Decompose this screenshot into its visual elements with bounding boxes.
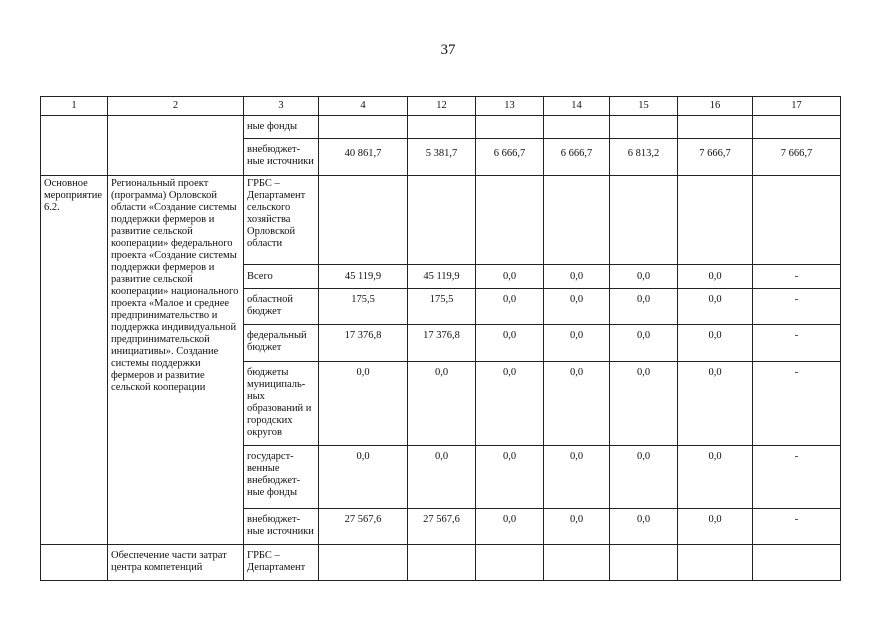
cell-value: 0,0 [544, 325, 610, 362]
cell-value: 0,0 [678, 509, 753, 545]
cell-value [753, 116, 841, 139]
cell-value: 0,0 [544, 446, 610, 509]
cell-funding-source: государст-венные внебюджет-ные фонды [244, 446, 319, 509]
cell-value: 0,0 [408, 446, 476, 509]
cell-value: 0,0 [476, 446, 544, 509]
cell-funding-source: бюджеты муниципаль-ных образований и городских округов [244, 362, 319, 446]
cell-value: 0,0 [610, 362, 678, 446]
column-header: 14 [544, 97, 610, 116]
cell-value: 45 119,9 [319, 265, 408, 289]
cell-funding-source: Всего [244, 265, 319, 289]
cell-value [610, 116, 678, 139]
column-header: 13 [476, 97, 544, 116]
cell-value [544, 176, 610, 265]
cell-value: 0,0 [319, 362, 408, 446]
header-row [41, 97, 841, 116]
cell-value: 0,0 [476, 325, 544, 362]
cell-value: 0,0 [476, 362, 544, 446]
table-row [41, 545, 841, 581]
column-header: 4 [319, 97, 408, 116]
cell-value [678, 176, 753, 265]
cell-value: 0,0 [544, 289, 610, 325]
cell-value: 0,0 [408, 362, 476, 446]
cell-value: 6 813,2 [610, 139, 678, 176]
cell-value: 0,0 [610, 446, 678, 509]
cell-value [319, 116, 408, 139]
column-header: 12 [408, 97, 476, 116]
cell-value: 5 381,7 [408, 139, 476, 176]
cell-value: 0,0 [678, 362, 753, 446]
cell-value [753, 176, 841, 265]
table-row [41, 116, 841, 139]
cell-value: 0,0 [678, 265, 753, 289]
cell-value: 0,0 [544, 362, 610, 446]
cell-value [610, 545, 678, 581]
cell-value: 7 666,7 [678, 139, 753, 176]
cell-activity-number [41, 116, 108, 176]
cell-value: 45 119,9 [408, 265, 476, 289]
cell-activity-number [41, 545, 108, 581]
budget-table [40, 96, 841, 581]
cell-value: 0,0 [476, 289, 544, 325]
cell-value: - [753, 265, 841, 289]
cell-value: - [753, 509, 841, 545]
column-header: 17 [753, 97, 841, 116]
cell-funding-source: ГРБС – Департамент [244, 545, 319, 581]
cell-value [753, 545, 841, 581]
cell-value [544, 545, 610, 581]
cell-value [319, 176, 408, 265]
cell-funding-source: ные фонды [244, 116, 319, 139]
page-number: 37 [440, 42, 456, 58]
cell-value [319, 545, 408, 581]
cell-value [408, 116, 476, 139]
column-header: 3 [244, 97, 319, 116]
cell-value: 0,0 [678, 446, 753, 509]
cell-value: 0,0 [610, 289, 678, 325]
cell-value: 0,0 [610, 509, 678, 545]
cell-value: - [753, 325, 841, 362]
cell-value: 27 567,6 [319, 509, 408, 545]
cell-value [678, 545, 753, 581]
cell-value: 0,0 [610, 265, 678, 289]
cell-value: 0,0 [610, 325, 678, 362]
cell-value [408, 545, 476, 581]
cell-value: 0,0 [544, 265, 610, 289]
cell-value: 175,5 [319, 289, 408, 325]
cell-value [476, 176, 544, 265]
cell-value: 0,0 [476, 509, 544, 545]
column-header: 1 [41, 97, 108, 116]
cell-value: 0,0 [319, 446, 408, 509]
cell-activity-name [108, 116, 244, 176]
cell-funding-source: областной бюджет [244, 289, 319, 325]
cell-value: 7 666,7 [753, 139, 841, 176]
cell-value: - [753, 289, 841, 325]
cell-value [678, 116, 753, 139]
cell-value [408, 176, 476, 265]
cell-value: 0,0 [678, 289, 753, 325]
cell-value: 17 376,8 [408, 325, 476, 362]
cell-value: 0,0 [476, 265, 544, 289]
cell-funding-source: внебюджет-ные источники [244, 139, 319, 176]
column-header: 2 [108, 97, 244, 116]
cell-value: 0,0 [544, 509, 610, 545]
cell-value: 0,0 [678, 325, 753, 362]
cell-activity-name: Обеспечение части затрат центра компетенций [108, 545, 244, 581]
column-header: 15 [610, 97, 678, 116]
cell-value: - [753, 446, 841, 509]
cell-value: 6 666,7 [544, 139, 610, 176]
cell-value: 175,5 [408, 289, 476, 325]
column-header: 16 [678, 97, 753, 116]
cell-value: - [753, 362, 841, 446]
cell-value [544, 116, 610, 139]
cell-funding-source: ГРБС – Департамент сельского хозяйства Орловской области [244, 176, 319, 265]
table-row [41, 176, 841, 265]
cell-value: 27 567,6 [408, 509, 476, 545]
cell-activity-name: Региональный проект (программа) Орловской области «Создание системы поддержки фермеров и развитие сельской кооперации» федерального проекта «Создание системы поддержки фермеров и развитие сельской кооперации» национального проекта «Малое и среднее предпринимательство и поддержка индивидуальной предпринимательской инициативы». Создание системы поддержки фермеров и развитие сельской кооперации [108, 176, 244, 545]
cell-value [476, 116, 544, 139]
cell-value [610, 176, 678, 265]
cell-funding-source: федеральный бюджет [244, 325, 319, 362]
cell-value: 6 666,7 [476, 139, 544, 176]
cell-value [476, 545, 544, 581]
cell-value: 17 376,8 [319, 325, 408, 362]
cell-activity-number: Основное мероприятие 6.2. [41, 176, 108, 545]
cell-value: 40 861,7 [319, 139, 408, 176]
cell-funding-source: внебюджет-ные источники [244, 509, 319, 545]
